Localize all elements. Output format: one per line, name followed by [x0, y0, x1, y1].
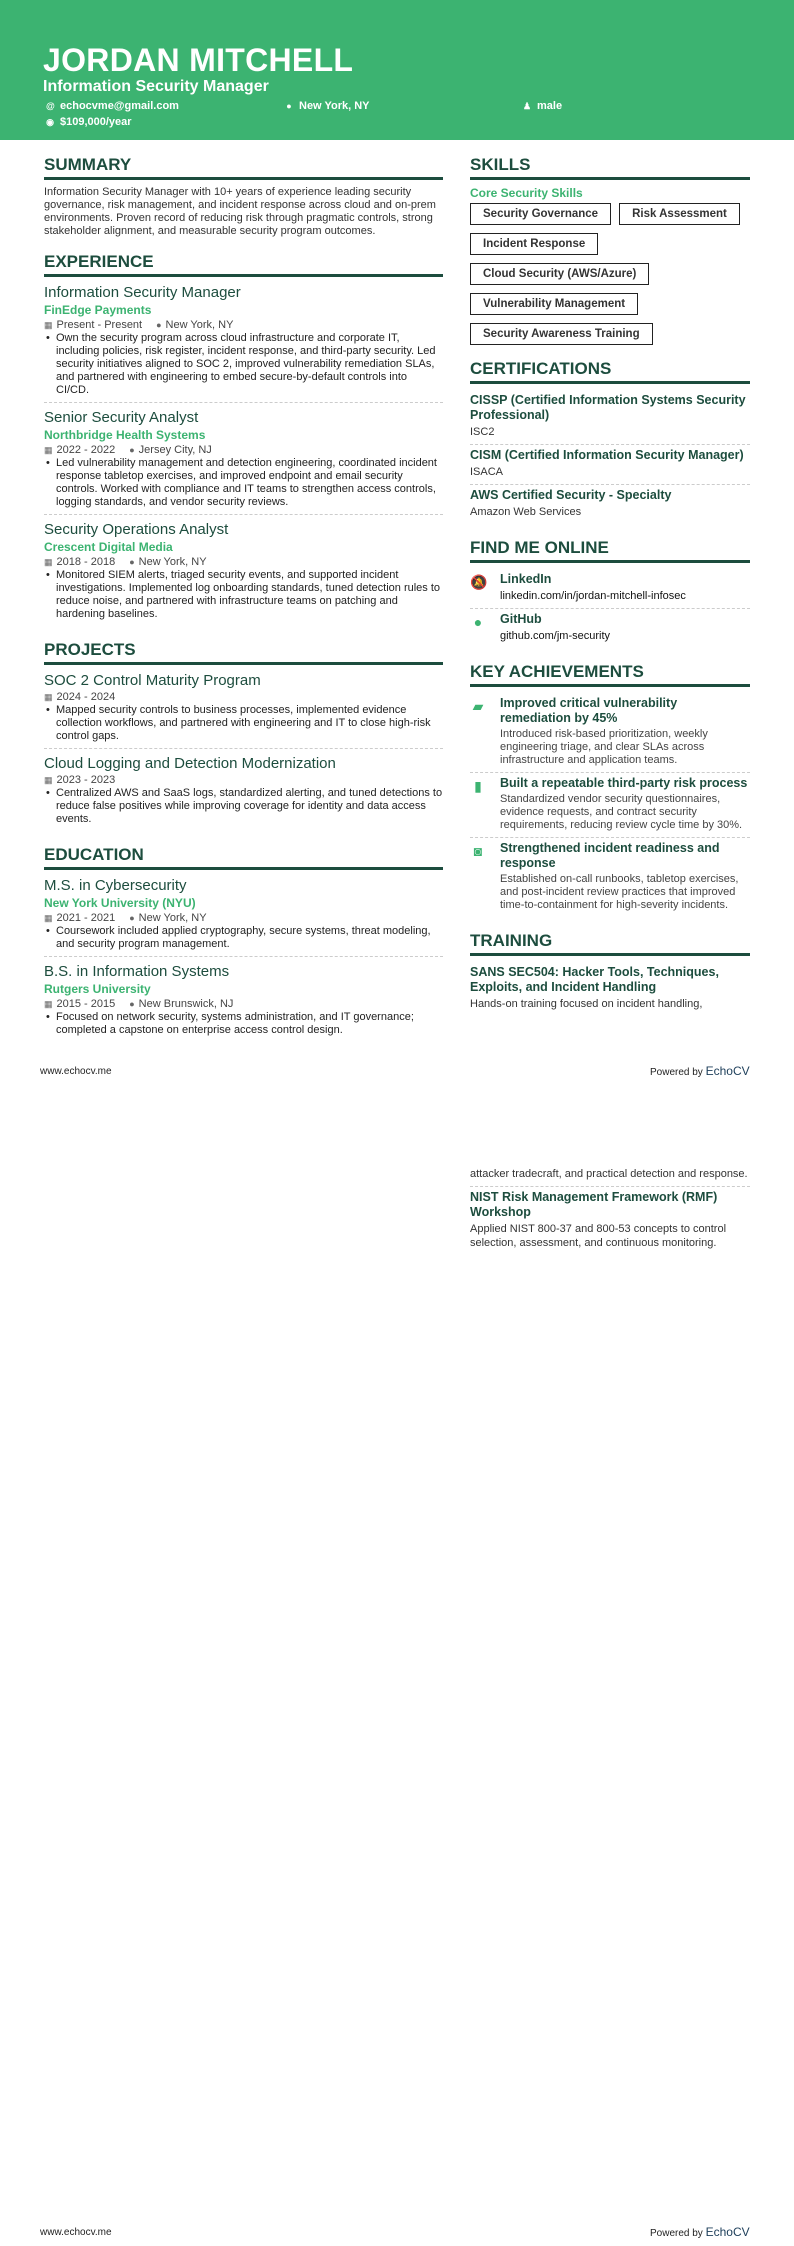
item-bullet: • Focused on network security, systems administration, and IT governance; completed a capstone on enterprise access control design. [44, 1011, 443, 1037]
right-column [470, 155, 750, 1016]
skill-chip: Security Governance [470, 203, 611, 225]
certification-name: AWS Certified Security - Specialty [470, 488, 672, 502]
item-bullet: • Monitored SIEM alerts, triaged security events, and supported incident investigations. Implemented log onboarding standards, tuned detection rules to reduce noise, and partnered with infrastructure teams on patching and hardening baselines. [44, 569, 443, 621]
education-title: EDUCATION [44, 845, 443, 870]
achievement-item [470, 693, 750, 773]
salary-text: $109,000/year [60, 116, 132, 128]
achievement-desc: Standardized vendor security questionnaires, evidence requests, and contract security requirements, reducing review cycle time by 30%. [500, 793, 743, 831]
achievement-text [500, 696, 750, 767]
item-organization: Rutgers University [44, 982, 151, 996]
camera-icon: ◙ [473, 843, 483, 859]
location-text: Jersey City, NJ [138, 444, 212, 456]
certifications-list [470, 390, 750, 524]
certification-issuer: ISC2 [470, 426, 495, 438]
email-text: echocvme@gmail.com [60, 100, 179, 112]
item-meta [44, 318, 443, 332]
item-meta [44, 911, 443, 925]
skills-category: Core Security Skills [470, 186, 583, 200]
location [129, 555, 206, 569]
brand-logo: EchoCV [705, 2225, 750, 2239]
footer-powered-page2 [650, 2225, 750, 2239]
online-list [470, 569, 750, 648]
dates [44, 318, 142, 332]
location [156, 318, 233, 332]
item-organization: Northbridge Health Systems [44, 428, 206, 442]
gender-text: male [537, 100, 563, 112]
calendar-icon: ▦ [44, 913, 53, 923]
education-item [44, 962, 443, 1042]
certifications-title: CERTIFICATIONS [470, 359, 750, 384]
item-title: Information Security Manager [44, 284, 241, 301]
calendar-icon: ▦ [44, 775, 53, 785]
location-text: New York, NY [165, 319, 234, 331]
online-item [470, 569, 750, 609]
skill-chip: Risk Assessment [619, 203, 740, 225]
training-desc-continued: attacker tradecraft, and practical detection and response. [470, 1168, 748, 1180]
dates-text: 2024 - 2024 [56, 691, 116, 703]
item-title: M.S. in Cybersecurity [44, 877, 187, 894]
item-meta [44, 997, 443, 1011]
dates-text: 2023 - 2023 [56, 774, 116, 786]
training-name: NIST Risk Management Framework (RMF) Workshop [470, 1190, 718, 1219]
calendar-icon: ▦ [44, 445, 53, 455]
contact-location [285, 100, 370, 112]
location-text: New York, NY [138, 912, 207, 924]
dates-text: Present - Present [56, 319, 143, 331]
certification-item [470, 445, 750, 485]
training-name: SANS SEC504: Hacker Tools, Techniques, Exploits, and Incident Handling [470, 965, 719, 994]
experience-item [44, 408, 443, 515]
map-pin-icon: ● [129, 557, 135, 567]
education-item [44, 876, 443, 957]
online-title: FIND ME ONLINE [470, 538, 750, 563]
achievement-text [500, 776, 750, 832]
item-title: Security Operations Analyst [44, 521, 229, 538]
achievement-text [500, 841, 750, 912]
map-pin-icon: ● [129, 999, 135, 1009]
resume-header [0, 0, 794, 140]
brand-logo: EchoCV [705, 1064, 750, 1078]
calendar-icon: ▦ [44, 999, 53, 1009]
training-desc: Applied NIST 800-37 and 800-53 concepts to control selection, assessment, and continuous monitoring. [470, 1223, 727, 1249]
training-title: TRAINING [470, 931, 750, 956]
dates-text: 2021 - 2021 [56, 912, 116, 924]
achievements-title: KEY ACHIEVEMENTS [470, 662, 750, 687]
location [129, 997, 233, 1011]
location [129, 911, 206, 925]
experience-list [44, 283, 443, 626]
training-item [470, 962, 750, 1016]
experience-title: EXPERIENCE [44, 252, 443, 277]
skill-chip: Security Awareness Training [470, 323, 653, 345]
item-organization: FinEdge Payments [44, 303, 152, 317]
certification-issuer: ISACA [470, 466, 504, 478]
dates [44, 690, 115, 704]
contact-salary [46, 116, 132, 128]
candidate-role: Information Security Manager [43, 78, 269, 95]
dates [44, 773, 115, 787]
contact-gender [523, 100, 562, 112]
online-item [470, 609, 750, 648]
calendar-icon: ▦ [44, 692, 53, 702]
contact-email [46, 100, 179, 112]
chat-bubble-icon: ▰ [472, 698, 484, 714]
summary-title: SUMMARY [44, 155, 443, 180]
certification-name: CISM (Certified Information Security Manager) [470, 448, 744, 462]
online-url[interactable]: linkedin.com/in/jordan-mitchell-infosec [500, 590, 686, 602]
bell-slash-icon: 🔕 [470, 574, 488, 590]
item-organization: Crescent Digital Media [44, 540, 173, 554]
online-name: GitHub [500, 612, 542, 626]
person-icon: ♟ [523, 100, 532, 111]
online-name: LinkedIn [500, 572, 552, 586]
location-text: New Brunswick, NJ [138, 998, 234, 1010]
location-text: New York, NY [299, 100, 370, 112]
map-pin-icon: ● [129, 445, 135, 455]
skill-chip: Cloud Security (AWS/Azure) [470, 263, 649, 285]
item-title: Cloud Logging and Detection Modernization [44, 755, 336, 772]
online-url[interactable]: github.com/jm-security [500, 630, 611, 642]
achievement-title: Built a repeatable third-party risk process [500, 776, 748, 790]
projects-title: PROJECTS [44, 640, 443, 665]
footer-site-page2[interactable]: www.echocv.me [40, 2227, 112, 2238]
location-text: New York, NY [138, 556, 207, 568]
item-meta [44, 443, 443, 457]
certification-name: CISSP (Certified Information Systems Security Professional) [470, 393, 746, 422]
achievement-desc: Introduced risk-based prioritization, weekly engineering triage, and clear SLAs across infrastructure and application teams. [500, 728, 708, 766]
item-title: B.S. in Information Systems [44, 963, 230, 980]
projects-list [44, 671, 443, 831]
item-meta [44, 773, 443, 787]
coin-icon: ◉ [46, 116, 54, 127]
item-bullet: • Led vulnerability management and detection engineering, coordinated incident response tabletop exercises, and improved endpoint and email security controls. Worked with compliance and IT teams to strengthen access controls, logging standards, and vendor security reviews. [44, 457, 443, 509]
item-organization: New York University (NYU) [44, 896, 196, 910]
projects-item [44, 754, 443, 831]
training-item-continued [470, 1167, 750, 1187]
training-item [470, 1187, 750, 1255]
candidate-name: JORDAN MITCHELL [43, 42, 354, 78]
calendar-icon: ▦ [44, 557, 53, 567]
file-plus-icon: ▮ [474, 778, 482, 794]
summary-text: Information Security Manager with 10+ years of experience leading security governance, risk management, and incident response across cloud and on-prem environments. Proven record of reducing risk through pragmatic controls, strong stakeholder alignment, and measurable security program outcomes. [44, 186, 436, 237]
item-title: SOC 2 Control Maturity Program [44, 672, 261, 689]
right-column-page2 [470, 1167, 750, 1255]
ellipsis-circle-icon: ● [473, 614, 483, 630]
certification-issuer: Amazon Web Services [470, 506, 582, 518]
item-bullet: • Coursework included applied cryptography, secure systems, threat modeling, and security program management. [44, 925, 443, 951]
skills-title: SKILLS [470, 155, 750, 180]
skill-chip: Incident Response [470, 233, 598, 255]
education-list [44, 876, 443, 1042]
item-title: Senior Security Analyst [44, 409, 199, 426]
achievement-desc: Established on-call runbooks, tabletop exercises, and post-incident review practices that improved time-to-containment for high-severity incidents. [500, 873, 739, 911]
certification-item [470, 485, 750, 524]
training-desc: Hands-on training focused on incident handling, [470, 998, 703, 1010]
item-meta [44, 690, 443, 704]
achievements-list [470, 693, 750, 917]
map-pin-icon: ● [129, 913, 135, 923]
item-bullet: • Own the security program across cloud infrastructure and corporate IT, including policies, risk register, incident response, and third-party security. Led security initiatives aligned to SOC 2, improved vulnerability remediation SLAs, and partnered with engineering to embed secure-by-default controls into CI/CD. [44, 332, 443, 397]
dates-text: 2018 - 2018 [56, 556, 116, 568]
skills-chips [470, 203, 750, 345]
online-text [500, 612, 610, 643]
item-meta [44, 555, 443, 569]
achievement-item [470, 838, 750, 917]
left-column [44, 155, 443, 1047]
achievement-item [470, 773, 750, 838]
dates [44, 555, 115, 569]
item-bullet: • Centralized AWS and SaaS logs, standardized alerting, and tuned detections to reduce false positives while improving coverage for identity and data access events. [44, 787, 443, 826]
online-text [500, 572, 686, 603]
certification-item [470, 390, 750, 445]
footer-powered [650, 1064, 750, 1078]
footer-site[interactable]: www.echocv.me [40, 1066, 112, 1077]
item-bullet: • Mapped security controls to business processes, implemented evidence collection workflows, and partnered with engineering and IT to close high-risk control gaps. [44, 704, 443, 743]
projects-item [44, 671, 443, 749]
dates-text: 2022 - 2022 [56, 444, 116, 456]
map-pin-icon: ● [286, 101, 292, 111]
map-pin-icon: ● [156, 320, 162, 330]
achievement-title: Strengthened incident readiness and response [500, 841, 720, 870]
skill-chip: Vulnerability Management [470, 293, 638, 315]
powered-label: Powered by [650, 1067, 703, 1078]
achievement-title: Improved critical vulnerability remediation by 45% [500, 696, 678, 725]
powered-label: Powered by [650, 2228, 703, 2239]
experience-item [44, 283, 443, 403]
calendar-icon: ▦ [44, 320, 53, 330]
dates-text: 2015 - 2015 [56, 998, 116, 1010]
experience-item [44, 520, 443, 626]
at-icon: @ [46, 101, 55, 111]
dates [44, 997, 115, 1011]
dates [44, 443, 115, 457]
dates [44, 911, 115, 925]
location [129, 443, 212, 457]
